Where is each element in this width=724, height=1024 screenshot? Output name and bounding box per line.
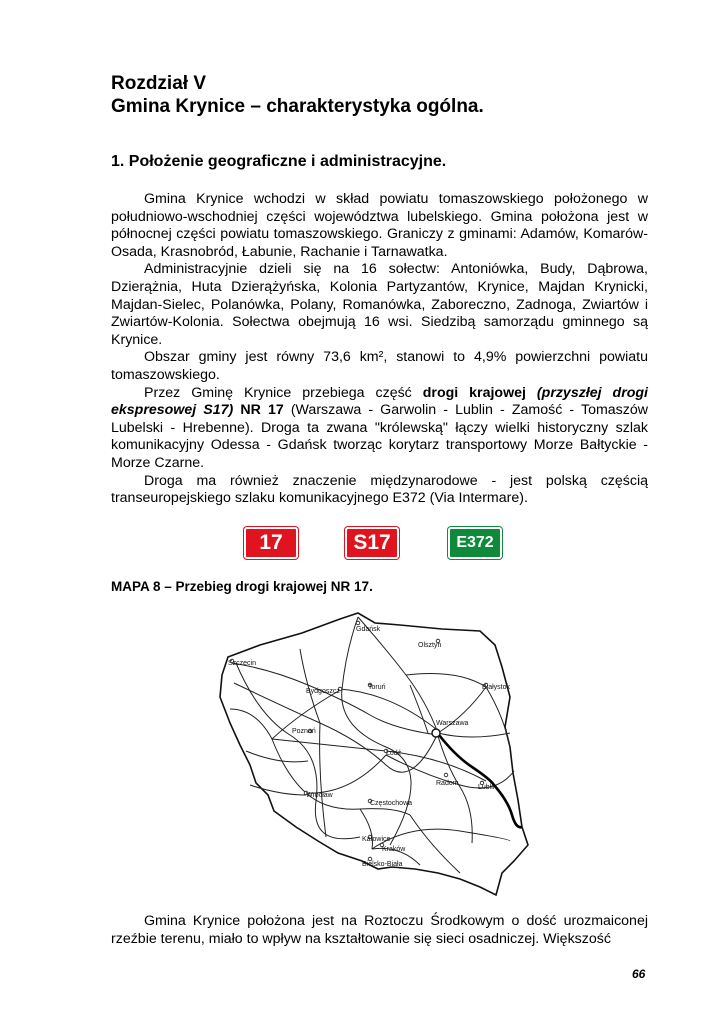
- city-krakow: Kraków: [382, 846, 406, 853]
- chapter-title: Gmina Krynice – charakterystyka ogólna.: [111, 96, 484, 117]
- poland-road-map: [210, 605, 540, 905]
- closing-text: [111, 913, 648, 948]
- city-bydgoszcz: Bydgoszcz: [306, 688, 340, 695]
- city-lodz: Łódź: [386, 750, 402, 757]
- road-sign-e372: [447, 526, 503, 560]
- city-olsztyn: Olsztyn: [418, 642, 442, 649]
- page-number: 66: [632, 967, 646, 981]
- city-czestochowa: Częstochowa: [370, 800, 413, 807]
- chapter-heading: [111, 72, 484, 118]
- body-text: [111, 191, 648, 508]
- city-torun: Toruń: [368, 684, 386, 691]
- city-bielsko: Bielsko-Biała: [362, 861, 403, 868]
- paragraph-road: Przez Gminę Krynice przebiega część drogi krajowej (przyszłej drogi ekspresowej S17) NR 17 (Warszawa - Garwolin - Lublin - Zamość - Tomaszów Lubelski - Hrebenne). Droga ta zwana "królewską" łączy wielki historyczny szlak komunikacyjny Odessa - Gdańsk tworząc korytarz transportowy Morze Bałtyckie - Morze Czarne.: [111, 384, 649, 471]
- road-sign-17: [243, 526, 299, 560]
- city-radom: Radom: [436, 780, 459, 787]
- city-poznan: Poznań: [292, 728, 316, 735]
- paragraph-area: Obszar gminy jest równy 73,6 km², stanowi to 4,9% powierzchni powiatu tomaszowskiego.: [111, 349, 648, 383]
- road-sign-s17-label: S17: [345, 527, 399, 559]
- paragraph-location: Gmina Krynice wchodzi w skład powiatu tomaszowskiego położonego w południowo-wschodniej części województwa lubelskiego. Gmina położona jest w północnej części powiatu tomaszowskiego. Graniczy z gminami: Adamów, Komarów-Osada, Krasnobród, Łabunie, Rachanie i Tarnawatka.: [111, 191, 648, 260]
- city-wroclaw: Wrocław: [306, 792, 333, 799]
- paragraph-administration: Administracyjnie dzieli się na 16 sołectw: Antoniówka, Budy, Dąbrowa, Dzierążnia, Huta Dzierążyńska, Kolonia Partyzantów, Krynice, Majdan Krynicki, Majdan-Sielec, Polanówka, Polany, Romanówka, Zaboreczno, Zadnoga, Zwiartów i Zwiartów-Kolonia. Sołectwa obejmują 16 wsi. Siedzibą samorządu gminnego są Krynice.: [111, 261, 648, 348]
- road-sign-s17: [344, 526, 400, 560]
- city-gdansk: Gdańsk: [356, 626, 381, 633]
- road-sign-17-label: 17: [244, 527, 298, 559]
- paragraph-relief: Gmina Krynice położona jest na Roztoczu Środkowym o dość urozmaiconej rzeźbie terenu, miało to wpływ na kształtowanie się sieci osadniczej. Większość: [111, 913, 648, 947]
- city-bialystok: Białystok: [482, 684, 511, 691]
- section-title: 1. Położenie geograficzne i administracyjne.: [111, 153, 447, 170]
- city-lublin: Lublin: [478, 784, 497, 791]
- chapter-number: Rozdział V: [111, 73, 207, 94]
- city-szczecin: Szczecin: [228, 660, 257, 667]
- poland-border: [220, 613, 528, 895]
- city-warszawa: Warszawa: [436, 720, 469, 727]
- map-caption: MAPA 8 – Przebieg drogi krajowej NR 17.: [111, 579, 373, 594]
- paragraph-international: Droga ma również znaczenie międzynarodowe - jest polską częścią transeuropejskiego szlaku komunikacyjnego E372 (Via Intermare).: [111, 472, 648, 507]
- road-sign-e372-label: E372: [448, 527, 502, 559]
- city-katowice: Katowice: [362, 836, 391, 843]
